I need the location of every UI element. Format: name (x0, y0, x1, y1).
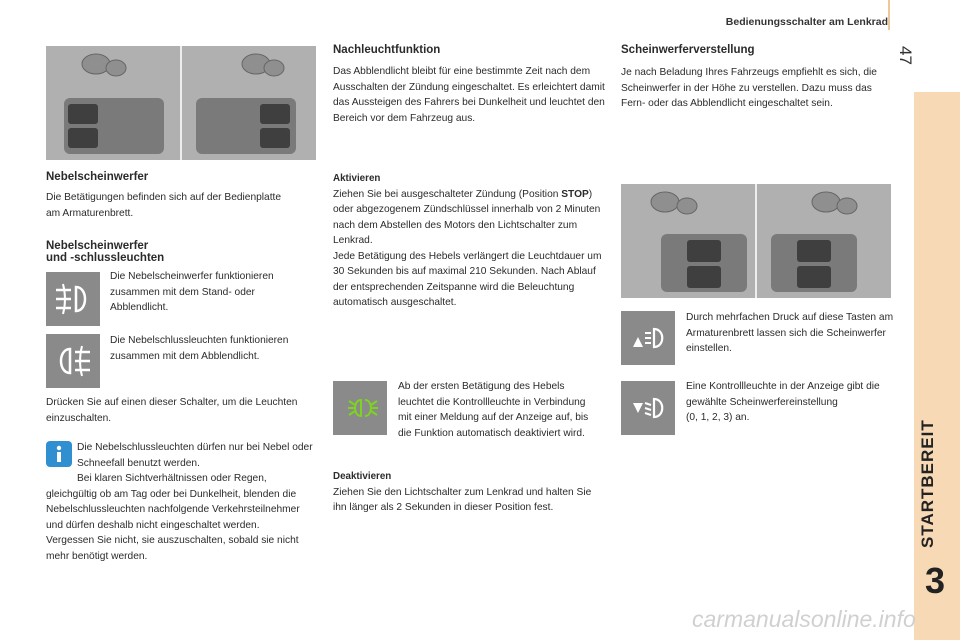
verstellung-press-text: Durch mehrfachen Druck auf diese Tasten am Armaturenbrett lassen sich die Scheinwerfer einstellen. (686, 312, 894, 354)
info-icon (46, 441, 72, 467)
section-heading-nachleuchtfunktion: Nachleuchtfunktion (333, 44, 441, 56)
nebel-description: Die Betätigungen befinden sich auf der Bedienplatte am Armaturenbrett. (46, 192, 282, 219)
section-heading-nebel-line2: und -schlussleuchten (46, 252, 165, 264)
running-header: Bedienungsschalter am Lenkrad (725, 16, 888, 28)
fog-light-switch-photo (46, 46, 316, 160)
info-text-3: Vergessen Sie nicht, sie auszuschalten, sobald sie nicht mehr benötigt werden. (46, 535, 299, 562)
lamp-text: Ab der ersten Betätigung des Hebels leuchtet die Kontrollleuchte in Verbindung mit einer Meldung auf der Anzeige auf, bis die Funktion automatisch deaktiviert wird. (398, 381, 589, 439)
section-heading-scheinwerferverstellung: Scheinwerferverstellung (621, 44, 755, 56)
chapter-number: 3 (925, 560, 946, 601)
indicator-text-2: (0, 1, 2, 3) an. (686, 412, 750, 423)
front-fog-text: Die Nebelscheinwerfer funktionieren zusammen mit dem Stand- oder Abblendlicht. (110, 271, 274, 313)
aktivieren-text-a: Ziehen Sie bei ausgeschalteter Zündung (Position (333, 188, 562, 200)
verstellung-intro: Je nach Beladung Ihres Fahrzeugs empfiehlt es sich, die Scheinwerfer in der Höhe zu verstellen. Dazu muss das Fern- oder das Abblendlicht eingeschaltet sein. (621, 67, 877, 109)
aktivieren-text-b: ) oder abgezogenem Zündschlüssel innerhalb von 2 Minuten nach dem Abstellen des Motors den Lichtschalter zum Lenkrad. (333, 188, 601, 246)
section-heading-nebelscheinwerfer: Nebelscheinwerfer (46, 171, 149, 183)
aktivieren-label: Aktivieren (333, 173, 381, 184)
watermark: carmanualsonline.info (692, 606, 916, 632)
stop-position: STOP (561, 188, 589, 200)
aktivieren-text-2: Jede Betätigung des Hebels verlängert die Leuchtdauer um 30 Sekunden bis auf maximal 210 Sekunden. Nach Ablauf der entsprechenden Zeitspanne wird die Beleuchtung automatisch ausgeschaltet. (333, 250, 602, 308)
deaktivieren-label: Deaktivieren (333, 471, 392, 482)
headlamp-height-adjust-icon (621, 311, 675, 365)
front-fog-light-icon (46, 272, 100, 326)
page-number: 47 (896, 46, 915, 65)
headlamp-level-indicator-icon (621, 381, 675, 435)
nachleucht-intro: Das Abblendlicht bleibt für eine bestimmte Zeit nach dem Ausschalten der Zündung eingeschaltet. Es erleichtert damit das Aussteigen des Fahrers bei Dunkelheit und leuchtet den Bereich vor dem Fahrzeug aus. (333, 66, 605, 124)
section-heading-nebel-line1: Nebelscheinwerfer (46, 240, 149, 252)
rear-fog-text: Die Nebelschlussleuchten funktionieren zusammen mit dem Abblendlicht. (110, 335, 289, 362)
header-divider (888, 0, 890, 30)
indicator-text-1: Eine Kontrollleuchte in der Anzeige gibt die gewählte Scheinwerfereinstellung (686, 381, 880, 408)
headlamp-adjust-switch-photo (621, 184, 891, 298)
aktivieren-text (333, 187, 605, 249)
info-text-2: Bei klaren Sichtverhältnissen oder Regen, gleichgültig ob am Tag oder bei Dunkelheit, blenden die Nebelschlussleuchten nachfolgende Verkehrsteilnehmer und dürfen deshalb nicht eingeschaltet werden. (46, 473, 300, 531)
chapter-title: STARTBEREIT (918, 419, 937, 548)
follow-me-home-lamp-icon (333, 381, 387, 435)
rear-fog-light-icon (46, 334, 100, 388)
fog-press-text: Drücken Sie auf einen dieser Schalter, um die Leuchten einzuschalten. (46, 397, 298, 424)
deaktivieren-text: Ziehen Sie den Lichtschalter zum Lenkrad und halten Sie ihn länger als 2 Sekunden in dieser Position fest. (333, 486, 592, 513)
info-text-1: Die Nebelschlussleuchten dürfen nur bei Nebel oder Schneefall benutzt werden. (77, 442, 313, 469)
chapter-sidebar (914, 92, 960, 640)
